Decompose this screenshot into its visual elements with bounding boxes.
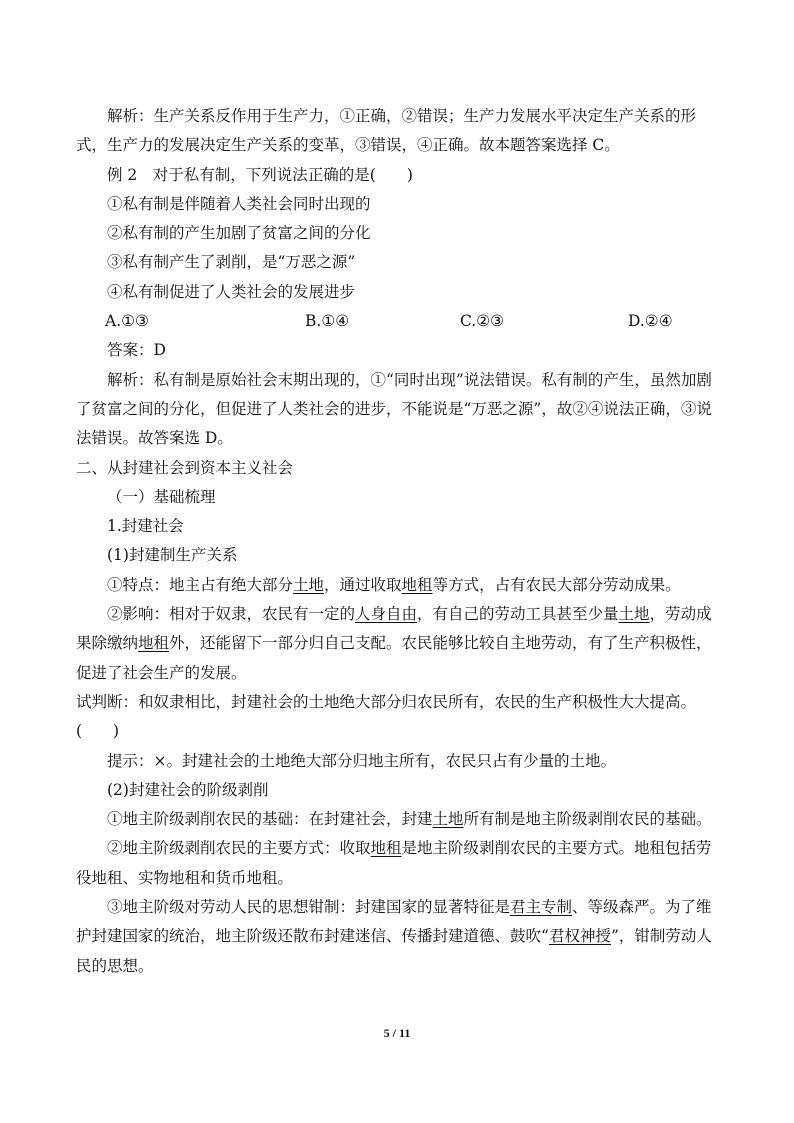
underlined-term: 君权神授 — [548, 927, 611, 946]
analysis-paragraph-1: 解析：生产关系反作用于生产力，①正确，②错误；生产力发展水平决定生产关系的形式，生产力的发展决定生产关系的变革，③错误，④正确。故本题答案选择 C。 — [76, 107, 697, 155]
judgement-question: 试判断：和奴隶相比，封建社会的土地绝大部分归农民所有，农民的生产积极性大大提高。( ) — [76, 692, 697, 741]
statement-3: ③私有制产生了剥削，是“万恶之源” — [107, 253, 356, 272]
statement-4: ④私有制促进了人类社会的发展进步 — [107, 282, 356, 301]
underlined-term: 君主专制 — [510, 898, 573, 917]
subsection-basic-review: （一）基础梳理 — [107, 487, 216, 506]
feature-paragraph: ①特点：地主占有绝大部分土地，通过收取地租等方式，占有农民大部分劳动成果。 — [107, 575, 681, 594]
answer-options — [76, 307, 720, 336]
exploitation-method-paragraph: ②地主阶级剥削农民的主要方式：收取地租是地主阶级剥削农民的主要方式。地租包括劳役地租、实物地租和货币地租。 — [76, 839, 712, 887]
ideological-control-paragraph: ③地主阶级对劳动人民的思想钳制：封建国家的显著特征是君主专制、等级森严。为了维护封建国家的统治，地主阶级还散布封建迷信、传播封建道德、鼓吹“君权神授”，钳制劳动人民的思想。 — [76, 898, 712, 975]
underlined-term: 土地 — [618, 605, 650, 624]
underlined-term: 土地 — [432, 810, 464, 829]
section-heading-2: 二、从封建社会到资本主义社会 — [76, 458, 294, 477]
hint-paragraph: 提示：×。封建社会的土地绝大部分归地主所有，农民只占有少量的土地。 — [107, 751, 616, 770]
topic-class-exploitation: (2)封建社会的阶级剥削 — [107, 780, 269, 799]
underlined-term: 地租 — [370, 839, 402, 858]
topic-feudal-production-relations: (1)封建制生产关系 — [107, 546, 238, 565]
influence-paragraph: ②影响：相对于奴隶，农民有一定的人身自由，有自己的劳动工具甚至少量土地，劳动成果除缴纳地租外，还能留下一部分归自己支配。农民能够比较自主地劳动，有了生产积极性，促进了社会生产的发展。 — [76, 605, 712, 682]
answer-line: 答案：D — [107, 341, 166, 360]
underlined-term: 地租 — [138, 634, 170, 653]
option-d: D.②④ — [628, 312, 673, 331]
option-a: A.①③ — [105, 312, 149, 331]
analysis-paragraph-2: 解析：私有制是原始社会末期出现的，①“同时出现”说法错误。私有制的产生，虽然加剧了贫富之间的分化，但促进了人类社会的进步，不能说是“万恶之源”，故②④说法正确，③说法错误。故答案选 D。 — [76, 370, 712, 448]
option-c: C.②③ — [460, 312, 505, 331]
option-b: B.①④ — [305, 312, 350, 331]
exploitation-basis-paragraph: ①地主阶级剥削农民的基础：在封建社会，封建土地所有制是地主阶级剥削农民的基础。 — [107, 810, 712, 829]
example-2-question: 例 2 对于私有制，下列说法正确的是( ) — [107, 165, 413, 184]
page-number: 5 / 11 — [383, 1026, 411, 1040]
statement-1: ①私有制是伴随着人类社会同时出现的 — [107, 194, 371, 213]
page-content — [76, 102, 720, 981]
topic-feudal-society: 1.封建社会 — [107, 517, 184, 536]
underlined-term: 地租 — [401, 575, 433, 594]
underlined-term: 人身自由 — [355, 605, 418, 624]
underlined-term: 土地 — [293, 575, 325, 594]
statement-2: ②私有制的产生加剧了贫富之间的分化 — [107, 224, 371, 243]
